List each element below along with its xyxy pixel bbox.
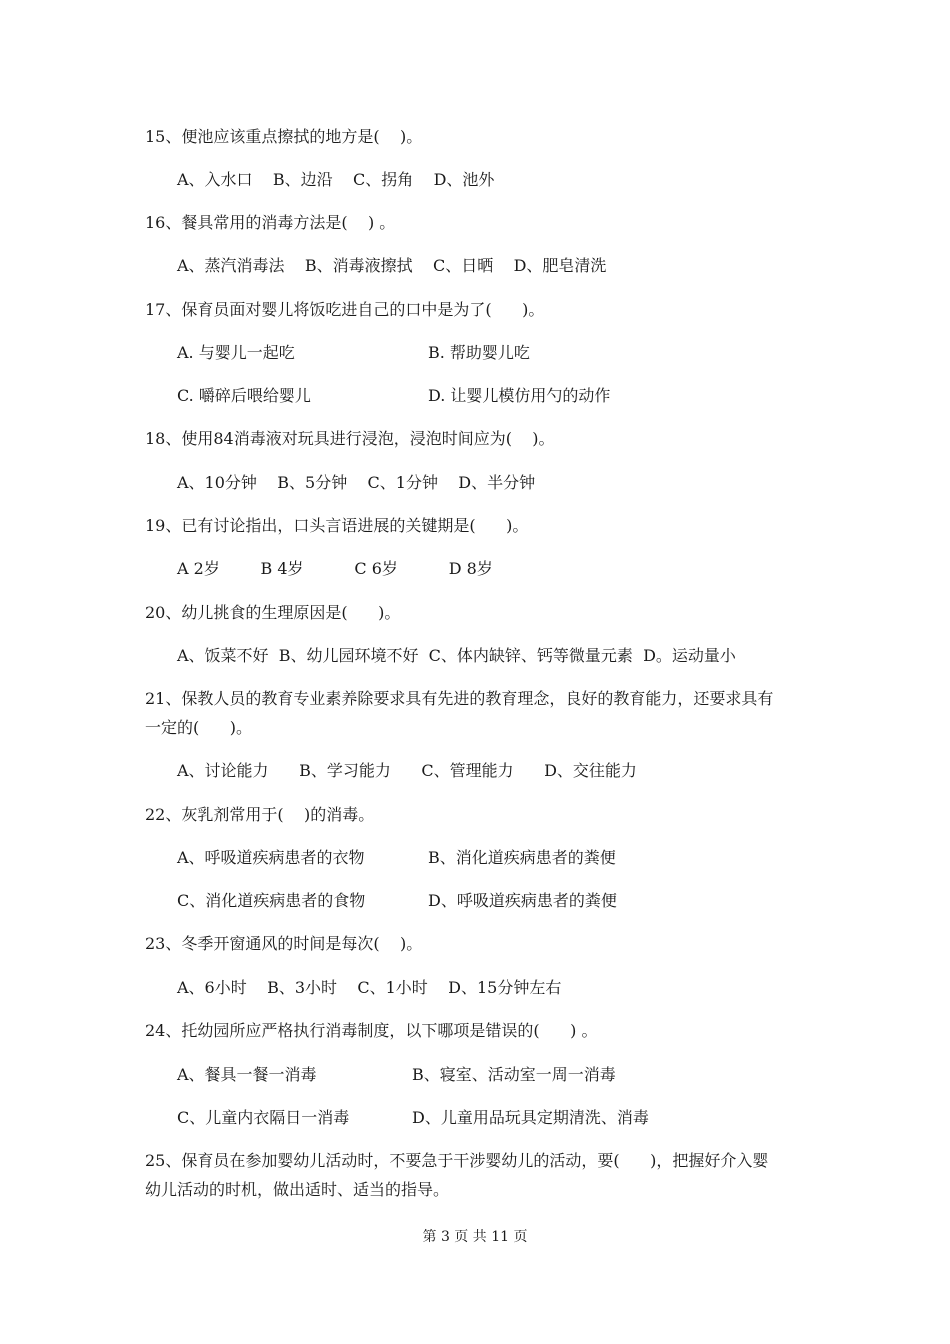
- question-24-option-a: A、餐具一餐一消毒: [177, 1065, 317, 1084]
- question-15-options: A、入水口 B、边沿 C、拐角 D、池外: [177, 170, 495, 189]
- question-24-option-d: D、儿童用品玩具定期清洗、消毒: [412, 1108, 649, 1127]
- question-22-option-a: A、呼吸道疾病患者的衣物: [177, 848, 365, 867]
- question-19-options: A 2岁 B 4岁 C 6岁 D 8岁: [177, 559, 493, 578]
- question-21-stem-cont: 一定的( )。: [145, 718, 253, 737]
- page-footer: 第 3 页 共 11 页: [422, 1229, 528, 1245]
- question-17-stem: 17、保育员面对婴儿将饭吃进自己的口中是为了( )。: [145, 300, 545, 319]
- question-22-option-d: D、呼吸道疾病患者的粪便: [428, 891, 617, 910]
- question-22-option-c: C、消化道疾病患者的食物: [177, 891, 366, 910]
- question-22-stem: 22、灰乳剂常用于( )的消毒。: [145, 805, 375, 824]
- question-25-stem-cont: 幼儿活动的时机，做出适时、适当的指导。: [145, 1180, 450, 1199]
- question-20-stem: 20、幼儿挑食的生理原因是( )。: [145, 603, 401, 622]
- question-16-stem: 16、餐具常用的消毒方法是( ) 。: [145, 213, 396, 232]
- question-17-option-c: C. 嚼碎后喂给婴儿: [177, 386, 311, 405]
- question-16-options: A、蒸汽消毒法 B、消毒液擦拭 C、日晒 D、肥皂清洗: [177, 256, 607, 275]
- question-24-stem: 24、托幼园所应严格执行消毒制度，以下哪项是错误的( ) 。: [145, 1021, 598, 1040]
- question-21-stem: 21、保教人员的教育专业素养除要求具有先进的教育理念，良好的教育能力，还要求具有: [145, 689, 774, 708]
- question-19-stem: 19、已有讨论指出，口头言语进展的关键期是( )。: [145, 516, 529, 535]
- question-22-option-b: B、消化道疾病患者的粪便: [428, 848, 616, 867]
- question-23-stem: 23、冬季开窗通风的时间是每次( )。: [145, 934, 423, 953]
- question-17-option-d: D. 让婴儿模仿用勺的动作: [428, 386, 611, 405]
- question-20-options: A、饭菜不好 B、幼儿园环境不好 C、体内缺锌、钙等微量元素 D。运动量小: [177, 646, 736, 665]
- question-21-options: A、讨论能力 B、学习能力 C、管理能力 D、交往能力: [177, 761, 637, 780]
- question-18-options: A、10分钟 B、5分钟 C、1分钟 D、半分钟: [177, 473, 536, 492]
- question-17-option-a: A. 与婴儿一起吃: [177, 343, 295, 362]
- question-25-stem: 25、保育员在参加婴幼儿活动时，不要急于干涉婴幼儿的活动，要( )，把握好介入婴: [145, 1151, 769, 1170]
- question-18-stem: 18、使用84消毒液对玩具进行浸泡，浸泡时间应为( )。: [145, 429, 555, 448]
- question-24-option-b: B、寝室、活动室一周一消毒: [412, 1065, 616, 1084]
- question-15-stem: 15、便池应该重点擦拭的地方是( )。: [145, 127, 423, 146]
- question-17-option-b: B. 帮助婴儿吃: [428, 343, 530, 362]
- question-23-options: A、6小时 B、3小时 C、1小时 D、15分钟左右: [177, 978, 562, 997]
- question-24-option-c: C、儿童内衣隔日一消毒: [177, 1108, 350, 1127]
